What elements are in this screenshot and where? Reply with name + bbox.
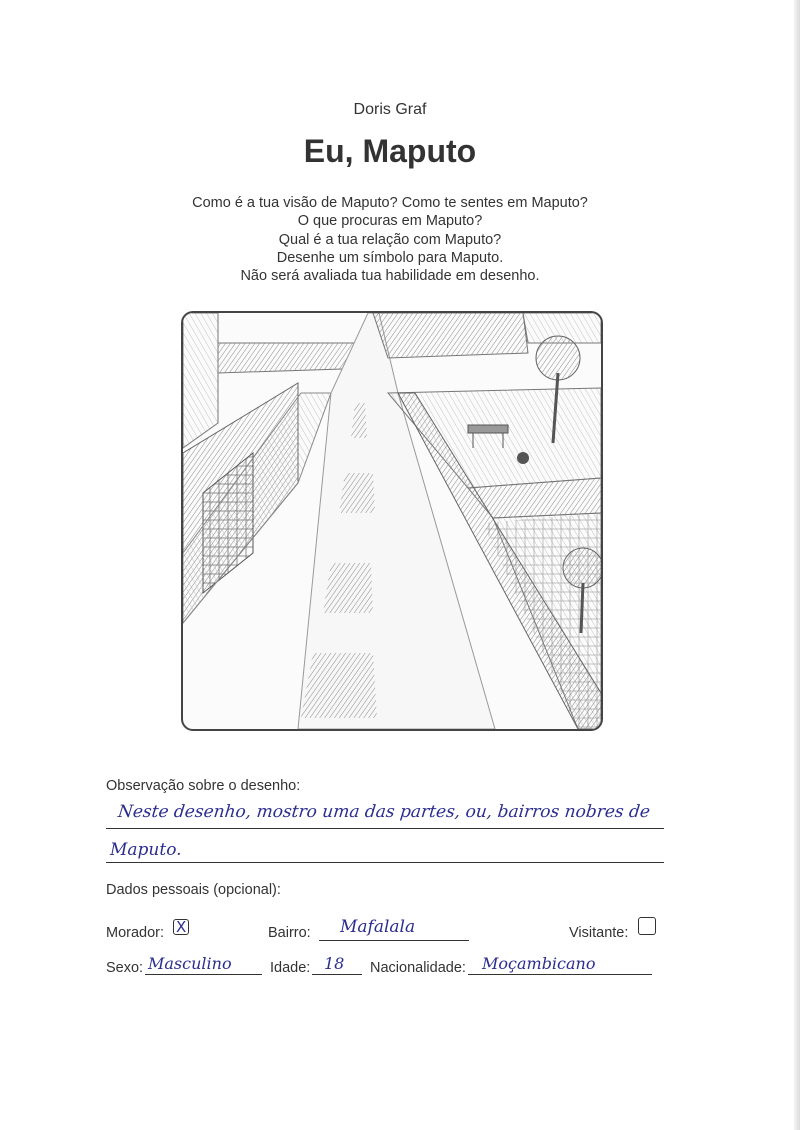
nacionalidade-label: Nacionalidade: <box>370 960 466 976</box>
observation-label: Observação sobre o desenho: <box>106 778 301 794</box>
observation-rule-1 <box>106 828 664 829</box>
nacionalidade-value: Moçambicano <box>482 954 596 973</box>
personal-data-label: Dados pessoais (opcional): <box>106 882 281 898</box>
morador-label: Morador: <box>106 925 165 941</box>
visitante-label: Visitante: <box>569 925 629 941</box>
prompt-line: Qual é a tua relação com Maputo? <box>278 231 502 248</box>
observation-rule-2 <box>106 862 664 863</box>
prompt-line: Não será avaliada tua habilidade em desenho. <box>240 268 540 285</box>
author-name: Doris Graf <box>353 101 427 118</box>
idade-label: Idade: <box>270 960 311 976</box>
bairro-label: Bairro: <box>268 925 311 941</box>
bairro-value: Mafalala <box>340 917 416 937</box>
prompt-line: Como é a tua visão de Maputo? Como te sentes em Maputo? <box>192 195 588 211</box>
sexo-label: Sexo: <box>106 960 144 976</box>
nacionalidade-rule <box>468 974 652 975</box>
prompt-questions <box>0 194 780 285</box>
sexo-rule <box>145 974 262 975</box>
page-edge <box>794 0 800 1130</box>
observation-text-line2: Maputo. <box>110 840 182 860</box>
observation-text-line1: Neste desenho, mostro uma das partes, ou, bairros nobres de <box>116 802 652 822</box>
visitante-checkbox[interactable] <box>638 917 656 935</box>
street-drawing <box>183 313 601 729</box>
bairro-rule <box>319 940 469 941</box>
page-title: Eu, Maputo <box>303 133 477 169</box>
sexo-value: Masculino <box>148 954 232 973</box>
prompt-line: O que procuras em Maputo? <box>297 213 483 230</box>
idade-value: 18 <box>324 954 345 973</box>
morador-check-mark: X <box>176 918 187 936</box>
prompt-line: Desenhe um símbolo para Maputo. <box>276 249 504 266</box>
pencil-drawing-frame <box>181 311 603 731</box>
idade-rule <box>312 974 362 975</box>
